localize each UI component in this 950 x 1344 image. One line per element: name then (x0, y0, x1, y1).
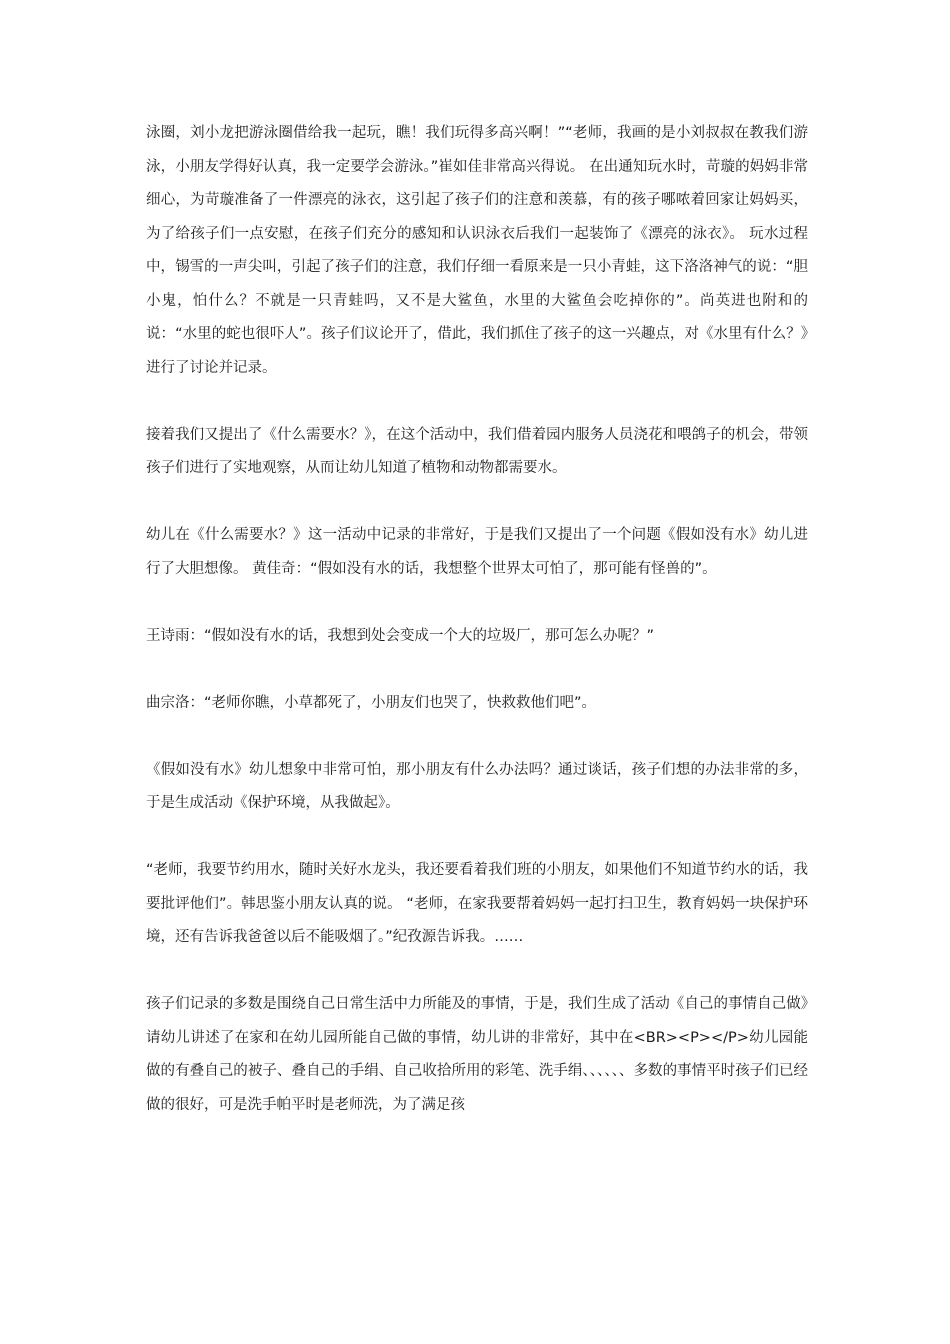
paragraph-what-needs-water: 接着我们又提出了《什么需要水？》，在这个活动中，我们借着园内服务人员浇花和喂鸽子的机会，带领孩子们进行了实地观察，从而让幼儿知道了植物和动物都需要水。 (146, 426, 808, 476)
paragraph-if-no-water: 幼儿在《什么需要水？》这一活动中记录的非常好，于是我们又提出了一个问题《假如没有水》幼儿进行了大胆想像。 黄佳奇：“假如没有水的话，我想整个世界太可怕了，那可能有怪兽的”。 (146, 527, 808, 577)
paragraph-children-quotes: “老师，我要节约用水，随时关好水龙头，我还要看着我们班的小朋友，如果他们不知道节约水的话，我要批评他们”。韩思鉴小朋友认真的说。 “老师，在家我要帮着妈妈一起打扫卫生，教育妈妈一块保护环境，还有告诉我爸爸以后不能吸烟了。”纪孜源告诉我。…… (146, 862, 808, 945)
paragraph-qu-zongluo-quote: 曲宗洛：“老师你瞧，小草都死了，小朋友们也哭了，快救救他们吧”。 (146, 694, 597, 711)
paragraph-protect-environment: 《假如没有水》幼儿想象中非常可怕，那小朋友有什么办法吗？通过谈话，孩子们想的办法非常的多，于是生成活动《保护环境，从我做起》。 (146, 761, 808, 811)
document-body (146, 117, 808, 1122)
paragraph-do-it-yourself: 孩子们记录的多数是围绕自己日常生活中力所能及的事情，于是，我们生成了活动《自己的事情自己做》请幼儿讲述了在家和在幼儿园所能自己做的事情，幼儿讲的非常好，其中在<BR><P></P>幼儿园能做的有叠自己的被子、叠自己的手绢、自己收拾所用的彩笔、洗手绢、、、、、、多数的事情平时孩子们已经做的很好，可是洗手帕平时是老师洗，为了满足孩 (146, 996, 808, 1113)
paragraph-wang-shiyu-quote: 王诗雨：“假如没有水的话，我想到处会变成一个大的垃圾厂，那可怎么办呢？” (146, 627, 655, 644)
paragraph-swimming: 泳圈，刘小龙把游泳圈借给我一起玩，瞧！我们玩得多高兴啊！”“老师，我画的是小刘叔叔在教我们游泳，小朋友学得好认真，我一定要学会游泳。”崔如佳非常高兴得说。 在出通知玩水时，苛璇的妈妈非常细心，为苛璇准备了一件漂亮的泳衣，这引起了孩子们的注意和羡慕，有的孩子哪哝着回家让妈妈买，为了给孩子们一点安慰，在孩子们充分的感知和认识泳衣后我们一起装饰了《漂亮的泳衣》。 玩水过程中，锡雪的一声尖叫，引起了孩子们的注意，我们仔细一看原来是一只小青蛙，这下洛洛神气的说：“胆小鬼，怕什么？不就是一只青蛙吗，又不是大鲨鱼，水里的大鲨鱼会吃掉你的”。尚英进也附和的说：“水里的蛇也很吓人”。孩子们议论开了，借此，我们抓住了孩子的这一兴趣点，对《水里有什么？》进行了讨论并记录。 (146, 125, 808, 376)
